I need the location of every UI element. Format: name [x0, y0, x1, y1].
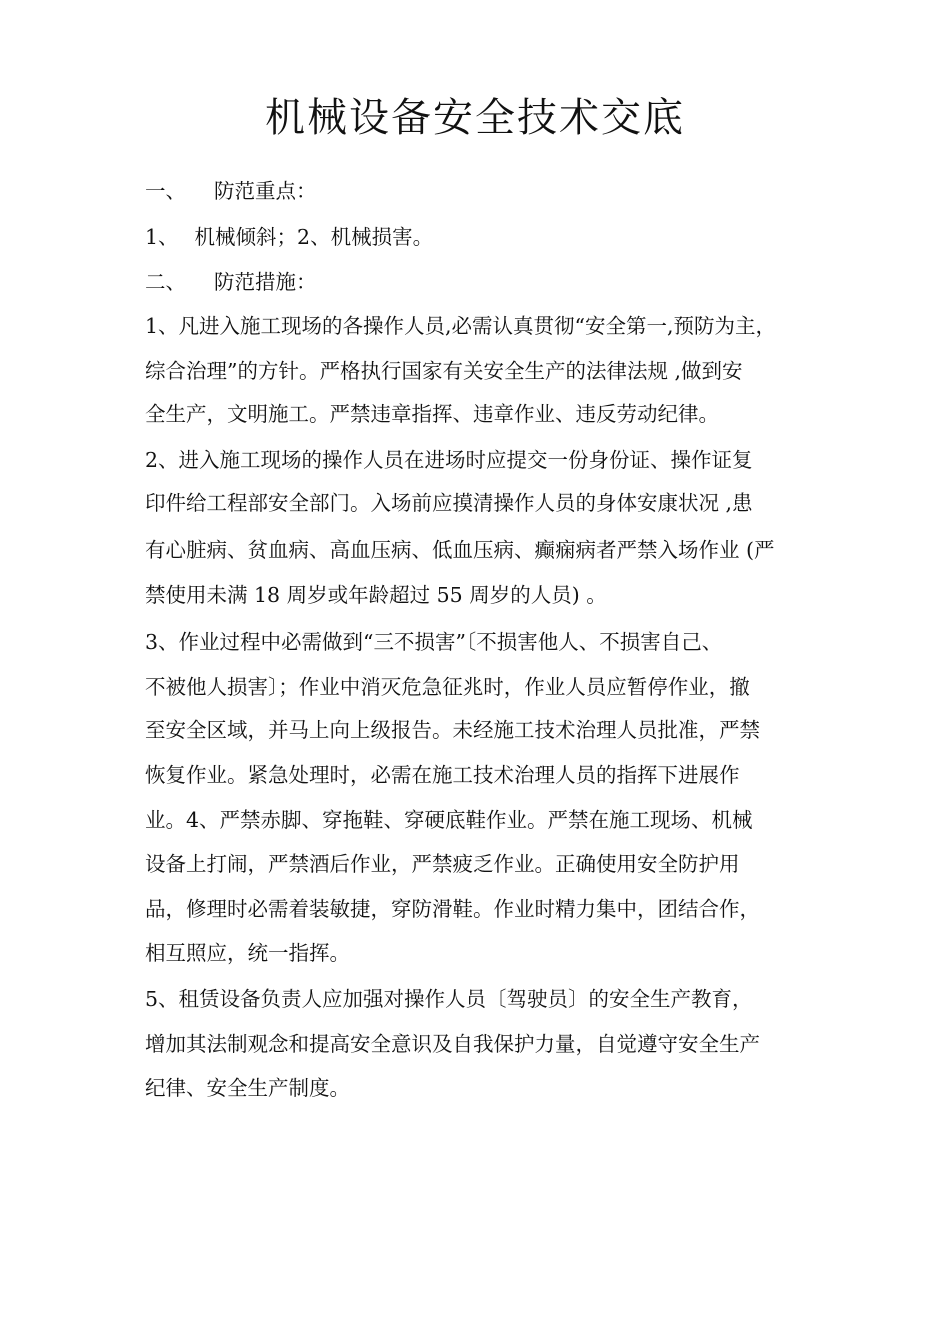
paragraph-line: 印件给工程部安全部门。入场前应摸清操作人员的身体安康状况 ,患	[145, 491, 753, 515]
section-heading-prevention-measures	[145, 267, 825, 297]
paragraph-line: 业。4、严禁赤脚、穿拖鞋、穿硬底鞋作业。严禁在施工现场、机械	[145, 808, 753, 832]
paragraph-line: 有心脏病、贫血病、高血压病、低血压病、癫痫病者严禁入场作业 (严	[145, 538, 775, 562]
paragraph-line: 禁使用未满 18 周岁或年龄超过 55 周岁的人员) 。	[145, 583, 607, 607]
paragraph-line: 恢复作业。紧急处理时，必需在施工技术治理人员的指挥下进展作	[145, 763, 740, 787]
paragraph-line: 全生产，文明施工。严禁违章指挥、违章作业、违反劳动纪律。	[145, 402, 719, 426]
paragraph-line: 5、租赁设备负责人应加强对操作人员〔驾驶员〕的安全生产教育，	[145, 987, 753, 1011]
paragraph-line: 至安全区域，并马上向上级报告。未经施工技术治理人员批准，严禁	[145, 718, 760, 742]
item-marker: 1、	[145, 225, 179, 249]
paragraph-line: 不被他人损害〕；作业中消灭危急征兆时，作业人员应暂停作业，撤	[145, 675, 750, 699]
section-heading-prevention-focus	[145, 176, 825, 206]
paragraph-line: 增加其法制观念和提高安全意识及自我保护力量，自觉遵守安全生产	[145, 1032, 760, 1056]
paragraph-line: 品，修理时必需着装敏捷，穿防滑鞋。作业时精力集中，团结合作，	[145, 897, 760, 921]
paragraph-line: 设备上打闹，严禁酒后作业，严禁疲乏作业。正确使用安全防护用	[145, 852, 740, 876]
section-marker: 一、	[145, 179, 186, 203]
item-text: 机械倾斜；2、机械损害。	[194, 225, 434, 249]
paragraph-line: 纪律、安全生产制度。	[145, 1076, 350, 1100]
document-title: 机械设备安全技术交底	[265, 95, 685, 141]
prevention-focus-items	[145, 222, 825, 252]
section-title: 防范重点：	[214, 179, 317, 203]
paragraph-line: 3、作业过程中必需做到“三不损害”〔不损害他人、不损害自己、	[145, 630, 723, 654]
paragraph-line: 综合治理”的方针。严格执行国家有关安全生产的法律法规 ,做到安	[145, 359, 743, 383]
section-title: 防范措施：	[214, 270, 317, 294]
paragraph-line: 相互照应，统一指挥。	[145, 941, 350, 965]
paragraph-line: 1、凡进入施工现场的各操作人员,必需认真贯彻“安全第一,预防为主，	[145, 314, 777, 338]
section-marker: 二、	[145, 270, 186, 294]
paragraph-line: 2、进入施工现场的操作人员在进场时应提交一份身份证、操作证复	[145, 448, 753, 472]
